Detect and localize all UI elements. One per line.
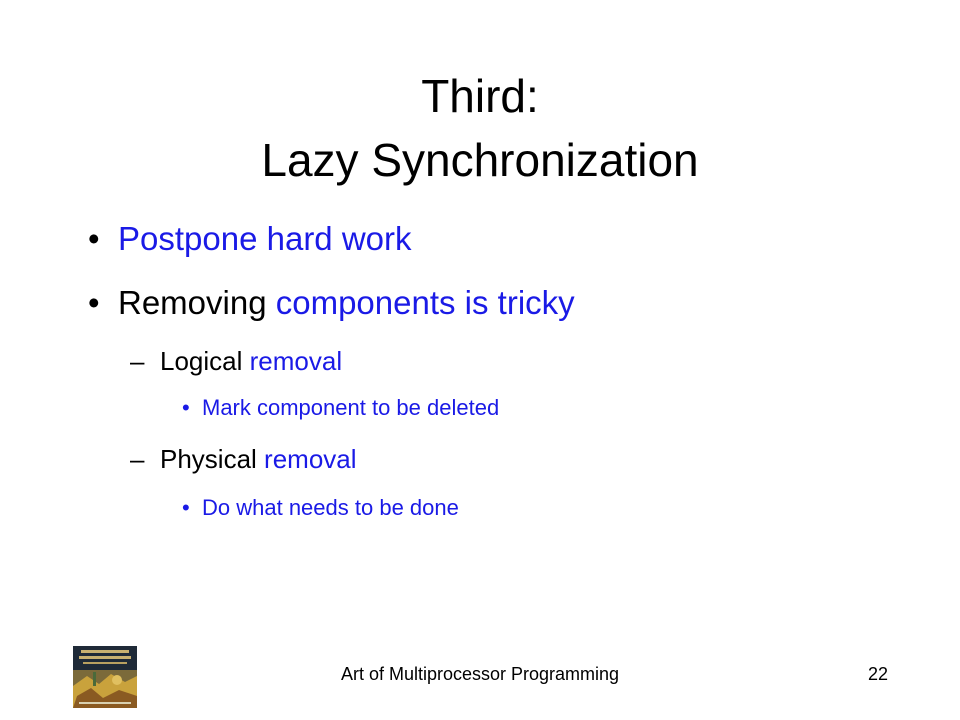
- slide-title-line-1: Third:: [421, 70, 539, 122]
- bullet-text-segment: components is tricky: [275, 284, 575, 321]
- bullet-text: [118, 219, 412, 259]
- footer-course-title: Art of Multiprocessor Programming: [340, 664, 620, 684]
- bullet-text-segment: Removing: [118, 284, 276, 321]
- bullet-text: [118, 283, 575, 323]
- bullet-text-segment: Postpone hard work: [118, 220, 412, 257]
- subsubbullet-text: Mark component to be deleted: [202, 395, 500, 420]
- slide-title-line-2: Lazy Synchronization: [261, 134, 699, 186]
- subbullet-text-segment: removal: [249, 346, 343, 376]
- dash-marker: –: [130, 444, 145, 474]
- subbullet-text-segment: Logical: [160, 346, 250, 376]
- bullet-marker: •: [88, 220, 100, 257]
- subbullet-text: [160, 443, 357, 475]
- subbullet-text-segment: Physical: [160, 444, 265, 474]
- bullet-marker: •: [182, 495, 190, 520]
- bullet-marker: •: [182, 395, 190, 420]
- page-number: 22: [867, 664, 888, 684]
- slide-title: [0, 64, 960, 192]
- bullet-marker: •: [88, 284, 100, 321]
- subbullet-text-segment: removal: [264, 444, 357, 474]
- subbullet-text: [160, 345, 342, 377]
- subsubbullet-text: Do what needs to be done: [202, 495, 459, 520]
- dash-marker: –: [130, 346, 145, 376]
